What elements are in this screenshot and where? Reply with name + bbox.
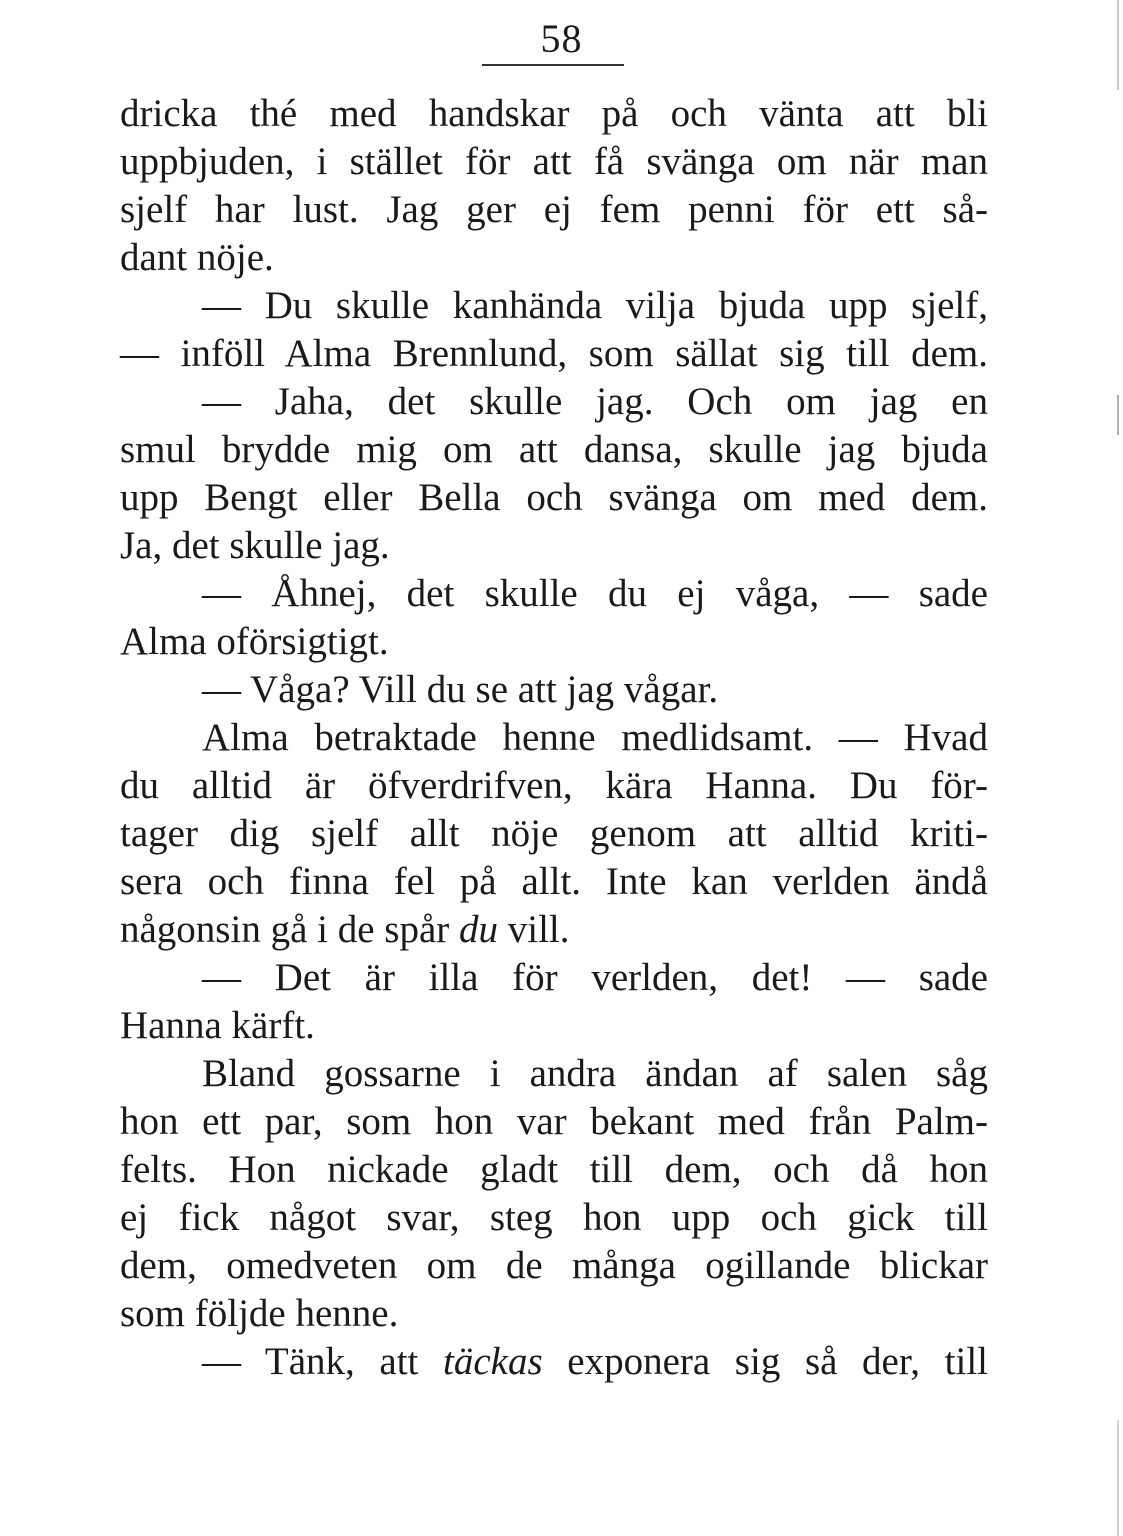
text-line: Hanna kärft. <box>120 1004 315 1047</box>
text-line: Alma betraktade henne medlidsamt. — Hvad <box>202 716 988 759</box>
body-text <box>120 90 988 1386</box>
italic-word: täckas <box>443 1340 543 1383</box>
text-line: som följde henne. <box>120 1292 399 1335</box>
text-line: hon ett par, som hon var bekant med från Palm- <box>120 1100 988 1143</box>
text-line: — Våga? Vill du se att jag vågar. <box>202 668 719 711</box>
text-line: — Du skulle kanhända vilja bjuda upp sjelf, <box>202 284 988 327</box>
text-line: Bland gossarne i andra ändan af salen såg <box>202 1052 988 1095</box>
text-line: sjelf har lust. Jag ger ej fem penni för ett så- <box>120 188 988 231</box>
scan-edge-mark <box>1117 1420 1119 1536</box>
text-line: du alltid är öfverdrifven, kära Hanna. Du för- <box>120 764 988 807</box>
text-line: — inföll Alma Brennlund, som sällat sig till dem. <box>120 332 988 375</box>
text-line: uppbjuden, i stället för att få svänga om när man <box>120 140 988 183</box>
text-line: felts. Hon nickade gladt till dem, och då hon <box>120 1148 988 1191</box>
scan-edge-mark <box>1117 0 1119 90</box>
text-line: dricka thé med handskar på och vänta att bli <box>120 92 988 135</box>
text-line: dant nöje. <box>120 236 274 279</box>
text-line: upp Bengt eller Bella och svänga om med dem. <box>120 476 988 519</box>
scan-edge-mark <box>1117 395 1119 435</box>
text-line: Ja, det skulle jag. <box>120 524 390 567</box>
text-line: sera och finna fel på allt. Inte kan verlden ändå <box>120 860 988 903</box>
text-line: — Det är illa för verlden, det! — sade <box>202 956 988 999</box>
text-line: någonsin gå i de spår du vill. <box>120 908 570 951</box>
page-number: 58 <box>540 16 583 61</box>
text-line: Alma oförsigtigt. <box>120 620 389 663</box>
text-line: — Åhnej, det skulle du ej våga, — sade <box>202 572 988 615</box>
text-line: — Tänk, att täckas exponera sig så der, till <box>202 1340 988 1383</box>
text-line: ej fick något svar, steg hon upp och gick till <box>120 1196 988 1239</box>
text-line: — Jaha, det skulle jag. Och om jag en <box>202 380 988 423</box>
text-line: smul brydde mig om att dansa, skulle jag bjuda <box>120 428 988 471</box>
page-number-rule <box>482 64 624 66</box>
text-line: dem, omedveten om de många ogillande blickar <box>120 1244 988 1287</box>
text-line: tager dig sjelf allt nöje genom att alltid kriti- <box>120 812 988 855</box>
italic-word: du <box>459 908 499 951</box>
